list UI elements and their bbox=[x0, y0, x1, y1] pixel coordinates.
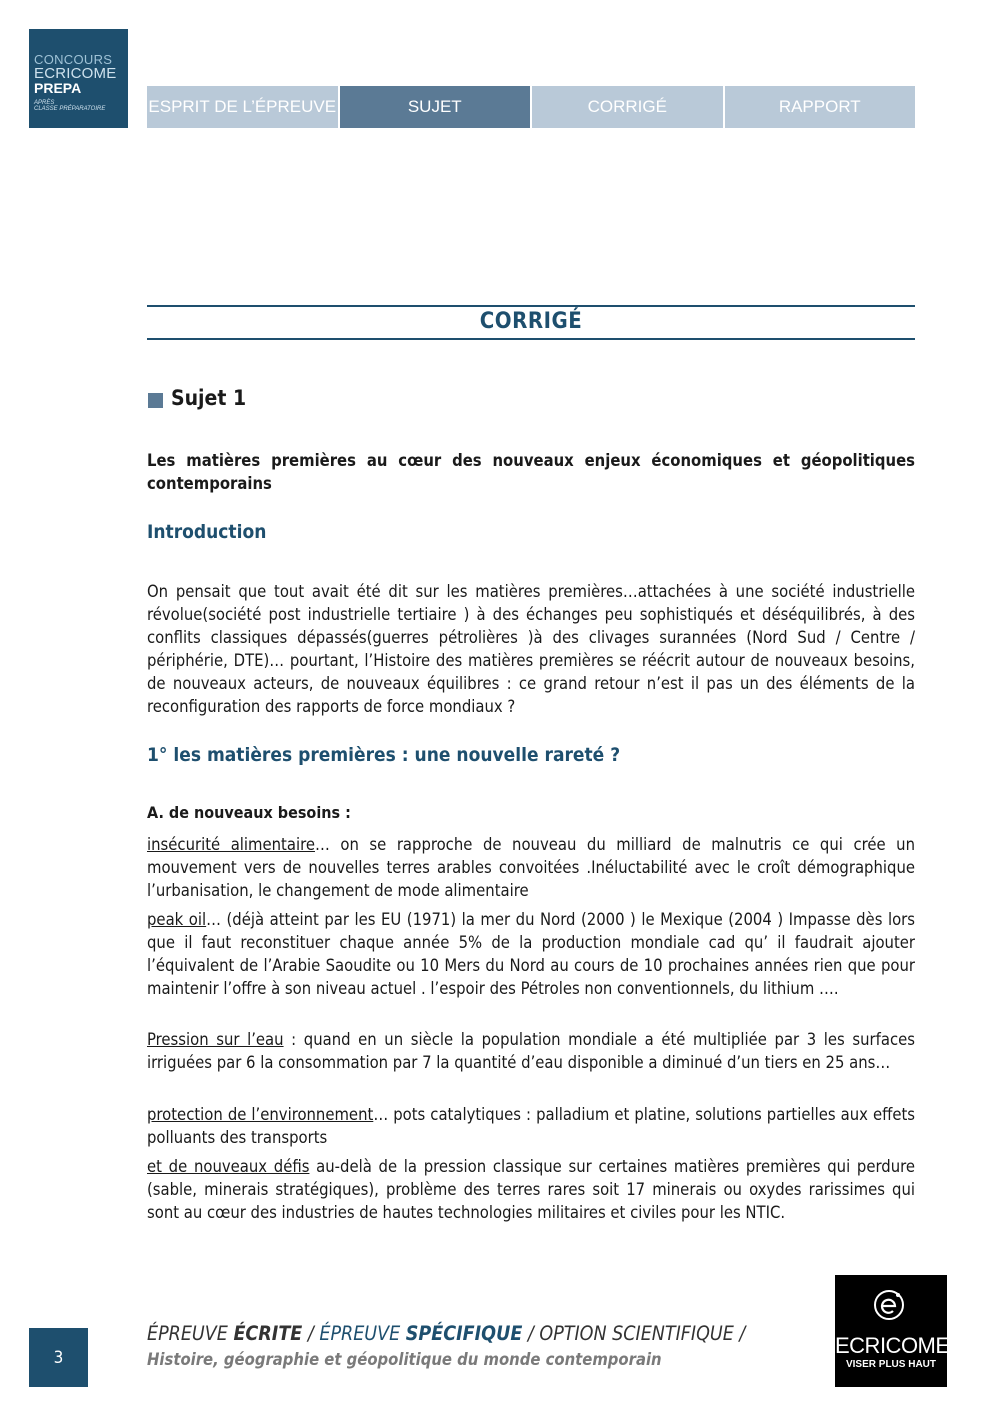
footer-part: ÉPREUVE bbox=[147, 1322, 234, 1345]
subsection-a-heading: A. de nouveaux besoins : bbox=[147, 803, 351, 822]
page-title: CORRIGÉ bbox=[479, 309, 583, 334]
tab-sujet[interactable]: SUJET bbox=[340, 86, 531, 128]
logo-line-apres: APRÈS bbox=[34, 100, 55, 106]
item-term: protection de l’environnement bbox=[147, 1105, 374, 1124]
item-nouveaux-defis bbox=[147, 1155, 915, 1224]
section1-heading: 1° les matières premières : une nouvelle rareté ? bbox=[147, 744, 621, 766]
item-text: … on se rapproche de nouveau du milliard de malnutris ce qui crée un mouvement vers de nouvelles terres arables convoitées .Inéluctabilité avec le croît démographique l’urbanisation, le changement de mode alimentaire bbox=[147, 835, 915, 900]
item-pression-eau bbox=[147, 1028, 915, 1074]
footer-separator: / bbox=[733, 1322, 746, 1345]
title-rule-bottom bbox=[147, 338, 915, 340]
concours-logo bbox=[29, 29, 128, 128]
item-term: peak oil bbox=[147, 910, 207, 929]
item-text: au-delà de la pression classique sur certaines matières premières qui perdure (sable, minerais stratégiques), problème des terres rares soit 17 minerais ou oxydes rarissimes qui sont au cœur des industries de hautes technologies militaires et civiles pour les NTIC. bbox=[147, 1157, 915, 1222]
ecricome-logo bbox=[835, 1275, 950, 1387]
section-tabs bbox=[147, 86, 915, 128]
footer-part: SPÉCIFIQUE bbox=[405, 1322, 523, 1345]
title-rule-top bbox=[147, 305, 915, 307]
page-number: 3 bbox=[29, 1328, 88, 1387]
brand-name: ECRICOME bbox=[835, 1333, 950, 1358]
subject-text: Les matières premières au cœur des nouveaux enjeux économiques et géopolitiques contemporains bbox=[147, 451, 915, 493]
item-term: Pression sur l’eau bbox=[147, 1030, 284, 1049]
footer-part: ÉPREUVE bbox=[319, 1322, 406, 1345]
item-insecurite bbox=[147, 833, 915, 902]
logo-line-ecricome: ECRICOME bbox=[34, 65, 117, 82]
footer-part: ÉCRITE bbox=[233, 1322, 303, 1345]
logo-line-classe: CLASSE PRÉPARATOIRE bbox=[34, 106, 106, 112]
item-peak-oil bbox=[147, 908, 915, 1000]
item-text: : quand en un siècle la population mondiale a été multipliée par 3 les surfaces irriguées par 6 la consommation par 7 la quantité d’eau disponible a diminué d’un tiers en 25 ans… bbox=[147, 1030, 915, 1072]
brand-tagline: VISER PLUS HAUT bbox=[845, 1359, 936, 1370]
item-term: et de nouveaux défis bbox=[147, 1157, 310, 1176]
item-environnement bbox=[147, 1103, 915, 1149]
footer-separator: / bbox=[522, 1322, 540, 1345]
tab-rapport[interactable]: RAPPORT bbox=[725, 86, 916, 128]
ecricome-e-icon bbox=[873, 1289, 905, 1321]
item-term: insécurité alimentaire bbox=[147, 835, 315, 854]
square-bullet-icon bbox=[148, 393, 163, 408]
footer-exam-line bbox=[147, 1322, 745, 1345]
logo-line-prepa: PREPA bbox=[34, 80, 82, 96]
tab-corrige[interactable]: CORRIGÉ bbox=[532, 86, 723, 128]
sujet-heading: Sujet 1 bbox=[171, 386, 247, 410]
logo-line-concours: CONCOURS bbox=[34, 52, 113, 67]
introduction-paragraph: On pensait que tout avait été dit sur les matières premières…attachées à une société industrielle révolue(société post industrielle tertiaire ) à des échanges peu sophistiqués et déséquilibrés, à des conflits classiques dépassés(guerres pétrolières )à des clivages surannées (Nord Sud / Centre / périphérie, DTE)… pourtant, l’Histoire des matières premières se réécrit autour de nouveaux besoins, de nouveaux acteurs, de nouveaux équilibres : ce grand retour n’est il pas un des éléments de la reconfiguration des rapports de force mondiaux ? bbox=[147, 582, 915, 716]
item-text: … pots catalytiques : palladium et platine, solutions partielles aux effets polluants des transports bbox=[147, 1105, 916, 1147]
footer-separator: / bbox=[302, 1322, 320, 1345]
footer-part: OPTION SCIENTIFIQUE bbox=[539, 1322, 734, 1345]
footer-subtitle: Histoire, géographie et géopolitique du monde contemporain bbox=[147, 1350, 662, 1369]
introduction-heading: Introduction bbox=[147, 521, 267, 543]
tab-esprit[interactable]: ESPRIT DE L’ÉPREUVE bbox=[147, 86, 338, 128]
item-text: … (déjà atteint par les EU (1971) la mer du Nord (2000 ) le Mexique (2004 ) Impasse dès lors que il faut reconstituer chaque année 5% de la production mondiale cad qu’ il faudrait ajouter l’équivalent de l’Arabie Saoudite ou 10 Mers du Nord au cours de 10 prochaines années rien que pour maintenir l’offre à son niveau actuel . l’espoir des Pétroles non conventionnels, du lithium …. bbox=[147, 910, 915, 998]
